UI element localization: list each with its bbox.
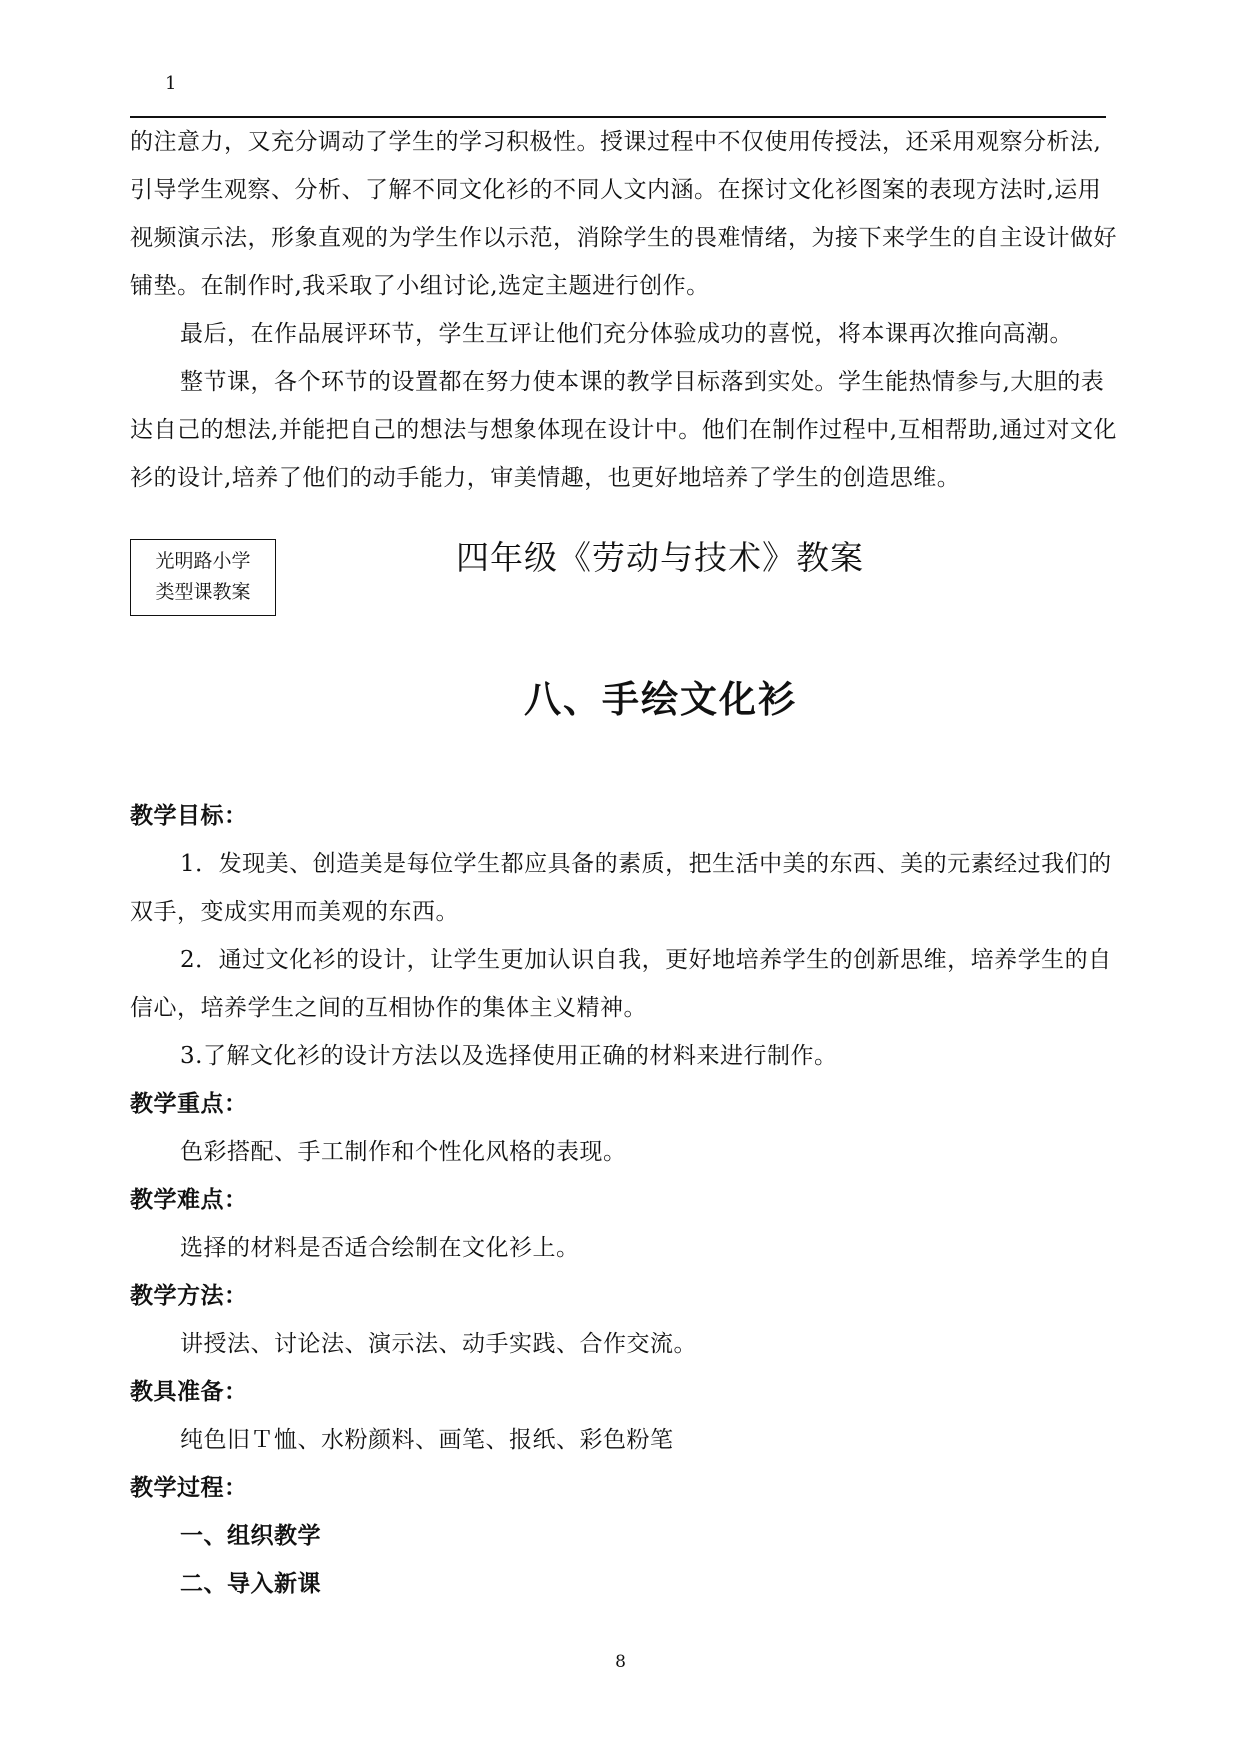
subject-title: 四年级《劳动与技术》教案	[456, 538, 864, 577]
methods-text: 讲授法、讨论法、演示法、动手实践、合作交流。	[180, 1331, 697, 1357]
materials-heading: 教具准备：	[130, 1379, 248, 1405]
key-points-heading: 教学重点：	[130, 1091, 248, 1117]
lesson-title: 八、手绘文化衫	[524, 678, 797, 721]
objectives-heading: 教学目标：	[130, 803, 248, 829]
section-objectives	[130, 792, 1120, 1080]
difficulties-text: 选择的材料是否适合绘制在文化衫上。	[180, 1235, 580, 1261]
continuation-paragraph-2: 最后，在作品展评环节，学生互评让他们充分体验成功的喜悦，将本课再次推向高潮。	[180, 321, 1073, 347]
continuation-paragraph-1: 的注意力，又充分调动了学生的学习积极性。授课过程中不仅使用传授法，还采用观察分析法,引导学生观察、分析、了解不同文化衫的不同人文内涵。在探讨文化衫图案的表现方法时,运用视频演示法，形象直观的为学生作以示范，消除学生的畏难情绪，为接下来学生的自主设计做好铺垫。在制作时,我采取了小组讨论,选定主题进行创作。	[130, 129, 1117, 299]
section-difficulties	[130, 1176, 1120, 1272]
stamp-line-type: 类型课教案	[155, 581, 251, 603]
continuation-text	[130, 118, 1120, 502]
process-heading: 教学过程：	[130, 1475, 248, 1501]
section-materials	[130, 1368, 1120, 1464]
objective-item-2: 2．通过文化衫的设计，让学生更加认识自我，更好地培养学生的创新思维，培养学生的自信心，培养学生之间的互相协作的集体主义精神。	[130, 947, 1112, 1021]
objective-item-1: 1．发现美、创造美是每位学生都应具备的素质，把生活中美的东西、美的元素经过我们的双手，变成实用而美观的东西。	[130, 851, 1112, 925]
difficulties-heading: 教学难点：	[130, 1187, 248, 1213]
methods-heading: 教学方法：	[130, 1283, 248, 1309]
school-stamp-box	[130, 539, 276, 616]
stamp-line-school: 光明路小学	[155, 550, 251, 572]
section-key-points	[130, 1080, 1120, 1176]
header-page-marker: 1	[165, 73, 177, 94]
materials-text: 纯色旧Ｔ恤、水粉颜料、画笔、报纸、彩色粉笔	[180, 1427, 674, 1453]
section-methods	[130, 1272, 1120, 1368]
section-process	[130, 1464, 1120, 1608]
footer-page-number: 8	[615, 1652, 626, 1672]
process-step-2: 二、导入新课	[180, 1571, 321, 1597]
key-points-text: 色彩搭配、手工制作和个性化风格的表现。	[180, 1139, 627, 1165]
objective-item-3: 3.了解文化衫的设计方法以及选择使用正确的材料来进行制作。	[180, 1043, 838, 1069]
process-step-1: 一、组织教学	[180, 1523, 321, 1549]
continuation-paragraph-3: 整节课，各个环节的设置都在努力使本课的教学目标落到实处。学生能热情参与,大胆的表达自己的想法,并能把自己的想法与想象体现在设计中。他们在制作过程中,互相帮助,通过对文化衫的设计,培养了他们的动手能力，审美情趣，也更好地培养了学生的创造思维。	[130, 369, 1117, 491]
